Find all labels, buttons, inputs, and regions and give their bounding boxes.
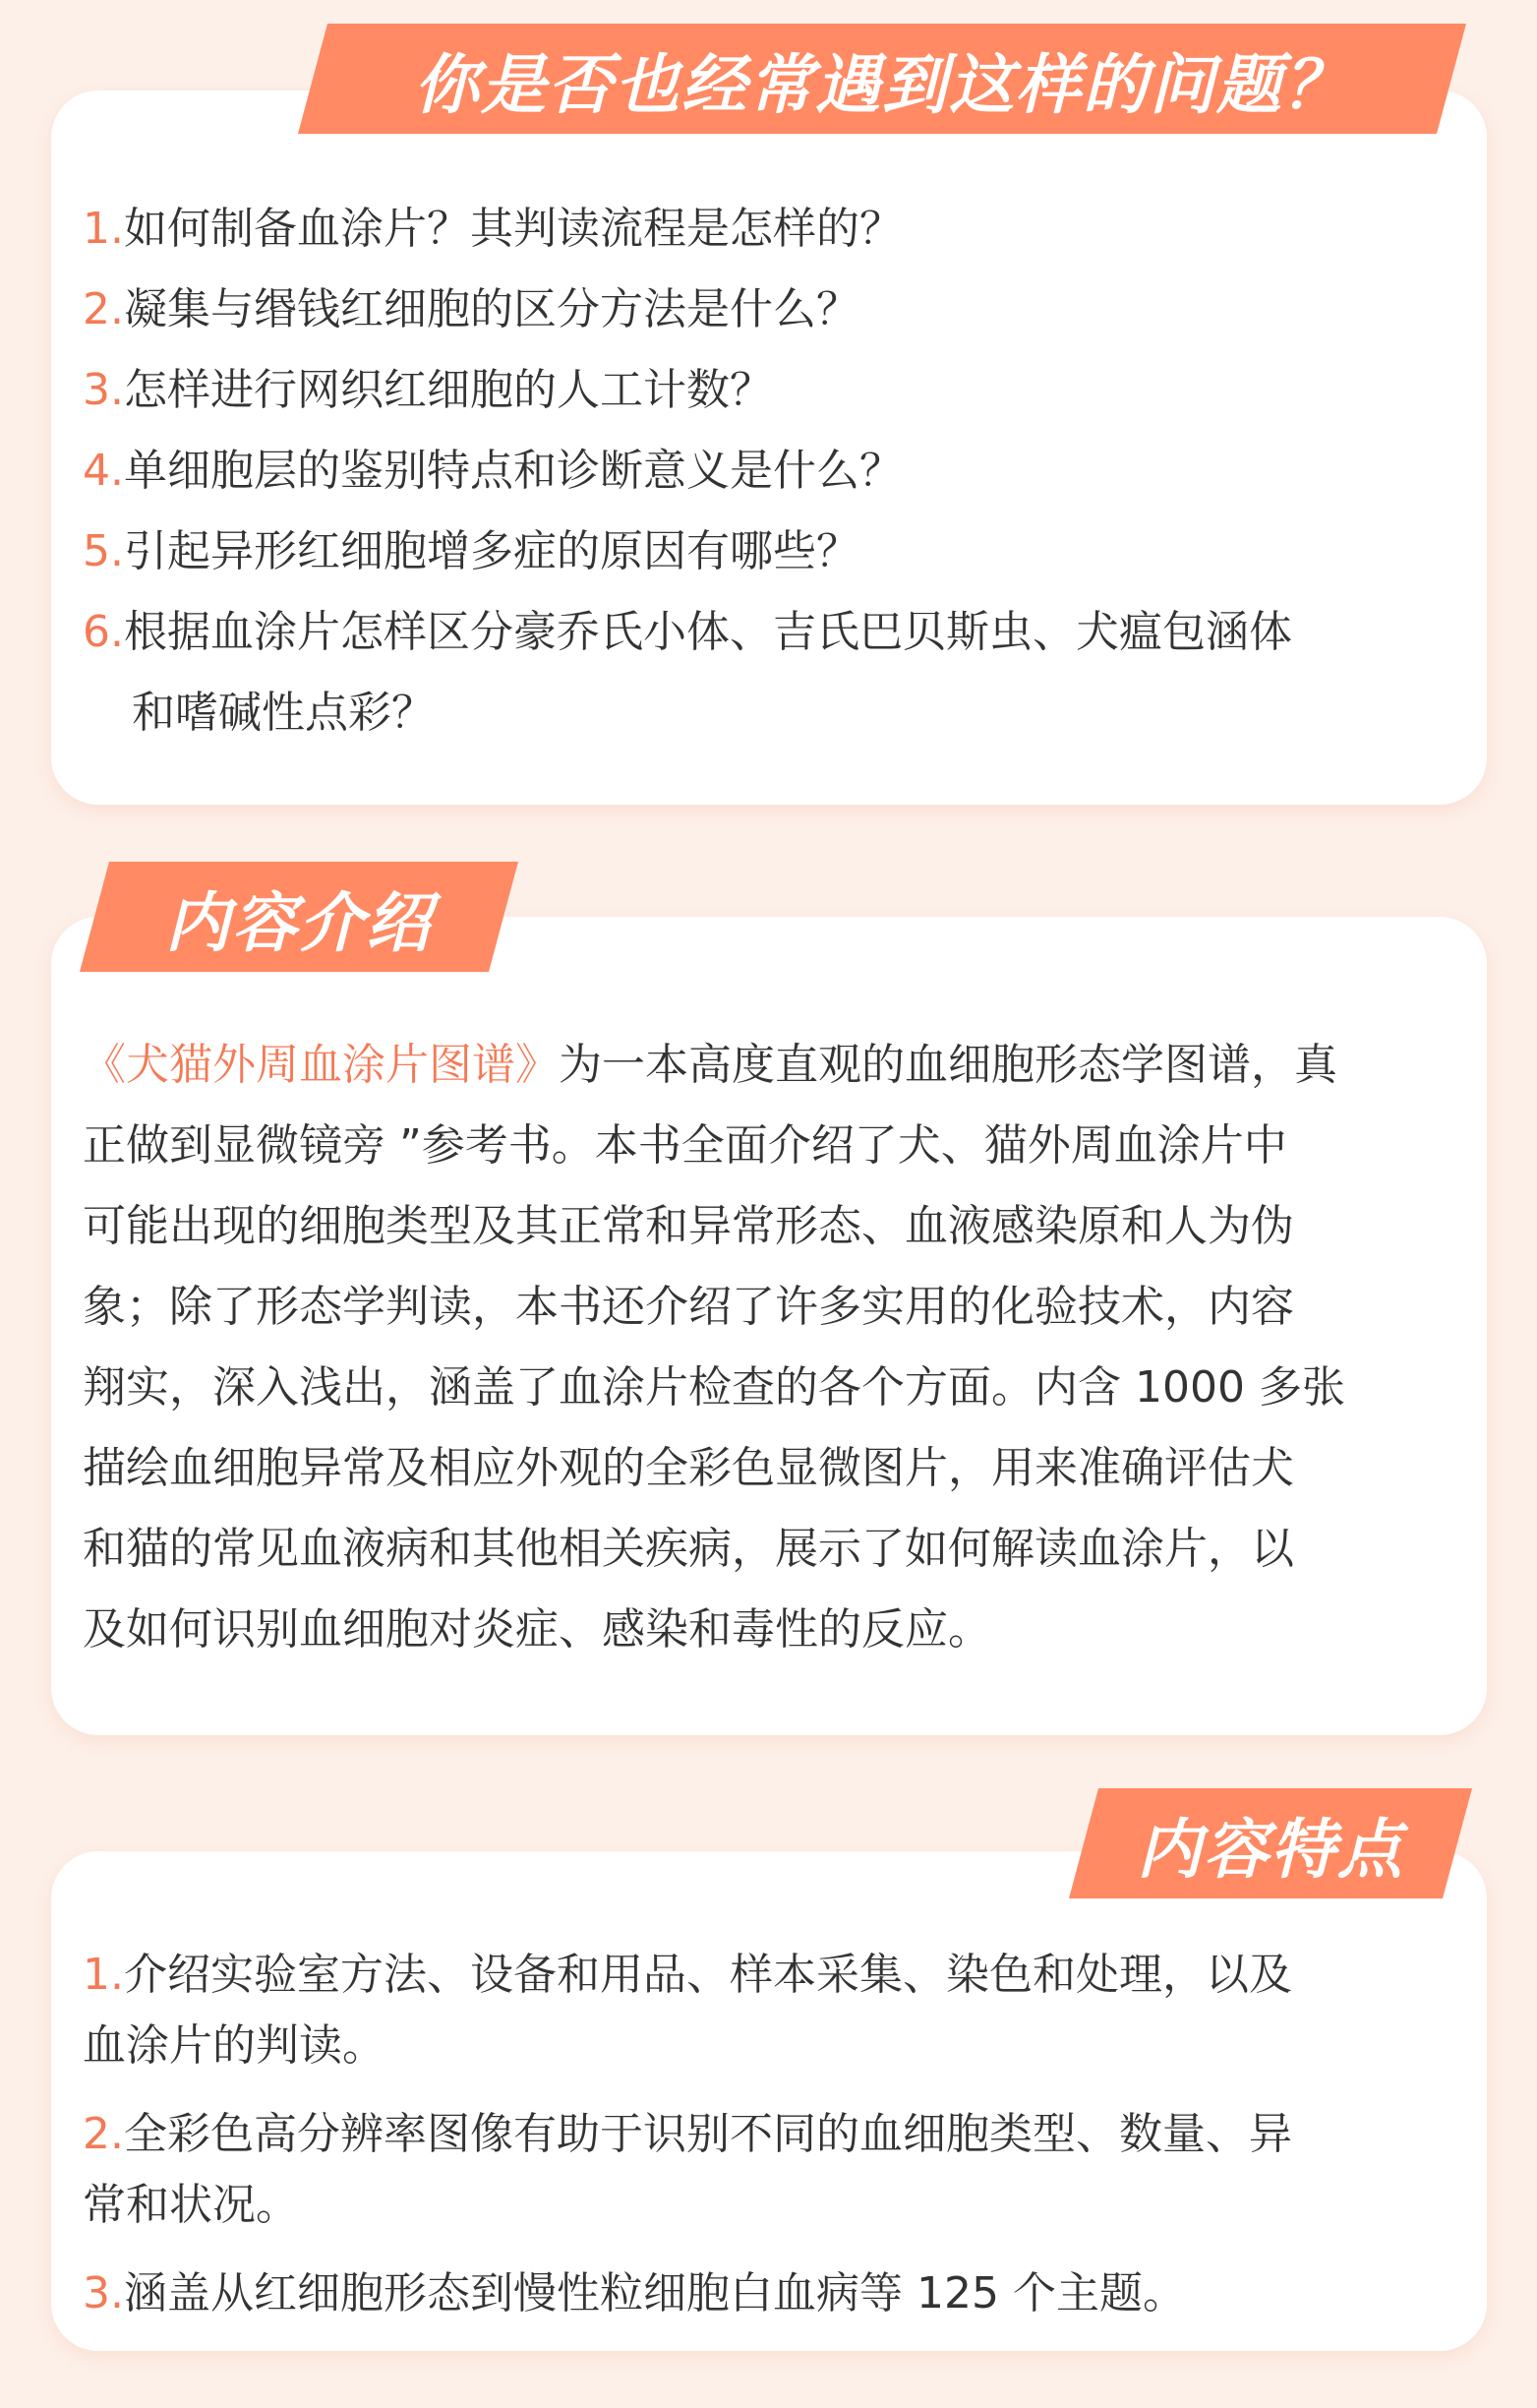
question-item: 3.怎样进行网织红细胞的人工计数？ [83,365,773,415]
intro-line: 翔实，深入浅出，涵盖了血涂片检查的各个方面。内含 1000 多张 [83,1362,1345,1413]
feature-item: 1.介绍实验室方法、设备和用品、样本采集、染色和处理，以及 血涂片的判读。 [83,1950,1292,2071]
book-title: 《犬猫外周血涂片图谱》 [83,1040,559,1090]
intro-line: 及如何识别血细胞对炎症、感染和毒性的反应。 [83,1604,991,1655]
question-item: 6.根据血涂片怎样区分豪乔氏小体、吉氏巴贝斯虫、犬瘟包涵体 [83,607,1292,657]
question-item: 4.单细胞层的鉴别特点和诊断意义是什么？ [83,446,903,496]
intro-paragraph [83,1025,1448,1670]
features-heading: 内容特点 [1137,1811,1404,1888]
intro-line: 和猫的常见血液病和其他相关疾病，展示了如何解读血涂片，以 [83,1524,1294,1574]
intro-line: 描绘血细胞异常及相应外观的全彩色显微图片，用来准确评估犬 [83,1443,1294,1493]
intro-line: 正做到显微镜旁 ”参考书。本书全面介绍了犬、猫外周血涂片中 [83,1120,1287,1171]
intro-heading-banner [80,862,518,972]
questions-heading: 你是否也经常遇到这样的问题？ [414,46,1350,123]
features-card [51,1851,1487,2351]
intro-line: 象；除了形态学判读，本书还介绍了许多实用的化验技术，内容 [83,1282,1294,1332]
intro-card [51,917,1487,1735]
feature-item: 2.全彩色高分辨率图像有助于识别不同的血细胞类型、数量、异 常和状况。 [83,2109,1292,2230]
question-item: 2.凝集与缗钱红细胞的区分方法是什么？ [83,284,859,334]
question-item: 1.如何制备血涂片？其判读流程是怎样的？ [83,204,903,254]
questions-heading-banner [298,24,1466,134]
features-heading-banner [1069,1788,1472,1898]
question-item-continuation: 和嗜碱性点彩？ [132,688,435,738]
feature-item: 3.涵盖从红细胞形态到慢性粒细胞白血病等 125 个主题。 [83,2268,1186,2318]
question-item: 5.引起异形红细胞增多症的原因有哪些？ [83,526,859,576]
intro-line: 《犬猫外周血涂片图谱》为一本高度直观的血细胞形态学图谱，真 [83,1040,1337,1090]
questions-card [51,90,1487,805]
intro-heading: 内容介绍 [165,884,433,961]
intro-line: 可能出现的细胞类型及其正常和异常形态、血液感染原和人为伪 [83,1201,1294,1251]
